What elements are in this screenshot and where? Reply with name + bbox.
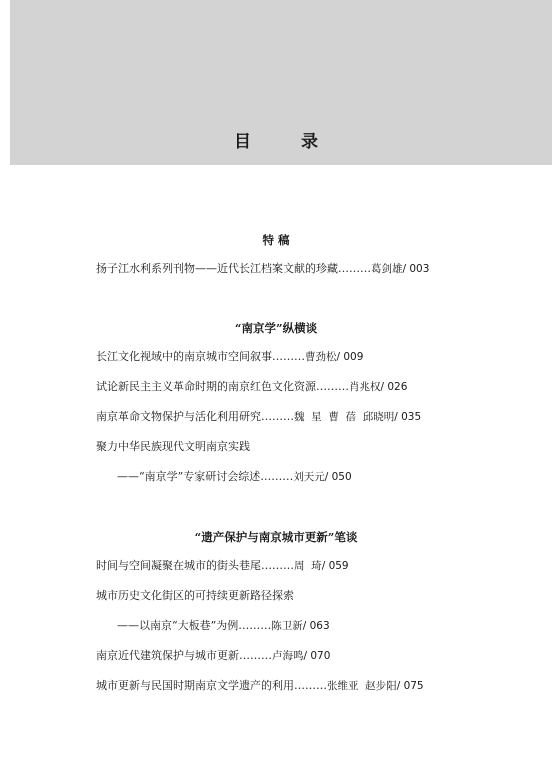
toc-entry[interactable]	[96, 410, 421, 424]
toc-entry[interactable]	[96, 589, 294, 603]
entry-page: / 050	[324, 471, 352, 483]
toc-entry-subtitle[interactable]	[117, 470, 352, 484]
entry-title: 南京近代建筑保护与城市更新	[96, 649, 239, 662]
toc-entry[interactable]	[96, 559, 349, 573]
entry-author: 陈卫新	[271, 620, 303, 632]
entry-author: 葛剑雄	[371, 263, 403, 275]
entry-leader: ………	[338, 262, 371, 275]
entry-page: / 009	[336, 351, 364, 363]
entry-page: / 070	[303, 650, 331, 662]
toc-entry[interactable]	[96, 649, 330, 663]
entry-title: 聚力中华民族现代文明南京实践	[96, 440, 250, 453]
entry-title: ——“南京学”专家研讨会综述	[117, 470, 261, 483]
toc-entry[interactable]	[96, 350, 363, 364]
entry-author: 卢海鸣	[272, 650, 304, 662]
entry-title: ——以南京“大板巷”为例	[117, 619, 239, 632]
entry-title: 长江文化视域中的南京城市空间叙事	[96, 350, 272, 363]
entry-author: 魏 星 曹 蓓 邱晓明	[294, 411, 395, 423]
entry-leader: ………	[261, 559, 294, 572]
entry-title: 南京革命文物保护与活化利用研究	[96, 410, 261, 423]
entry-page: / 075	[396, 680, 424, 692]
entry-leader: ………	[260, 470, 294, 483]
toc-entry[interactable]	[96, 440, 250, 454]
entry-leader: ………	[239, 649, 272, 662]
section-title-nanjing-studies: “南京学”纵横谈	[234, 321, 318, 335]
toc-entry[interactable]	[96, 679, 424, 693]
section-title-special: 特 稿	[262, 233, 290, 247]
entry-author: 周 琦	[294, 560, 322, 572]
toc-entry-subtitle[interactable]	[117, 619, 330, 633]
entry-leader: ………	[261, 410, 294, 423]
entry-title: 城市历史文化街区的可持续更新路径探索	[96, 589, 294, 602]
toc-entry[interactable]	[96, 262, 429, 276]
entry-page: / 003	[402, 263, 430, 275]
entry-page: / 059	[321, 560, 349, 572]
toc-entry[interactable]	[96, 380, 407, 394]
entry-page: / 035	[394, 411, 422, 423]
entry-leader: ………	[294, 679, 327, 692]
entry-page: / 026	[380, 381, 408, 393]
entry-author: 肖兆权	[349, 381, 381, 393]
entry-leader: ………	[238, 619, 272, 632]
entry-author: 曹劲松	[305, 351, 337, 363]
section-title-heritage: “遗产保护与南京城市更新”笔谈	[194, 530, 358, 544]
entry-title: 时间与空间凝聚在城市的街头巷尾	[96, 559, 261, 572]
entry-leader: ………	[316, 380, 349, 393]
page-title: 目 录	[234, 132, 340, 152]
entry-leader: ………	[272, 350, 305, 363]
entry-author: 张维亚 赵步阳	[327, 680, 397, 692]
entry-author: 刘天元	[293, 471, 325, 483]
entry-title: 扬子江水利系列刊物——近代长江档案文献的珍藏	[96, 262, 338, 275]
entry-title: 试论新民主主义革命时期的南京红色文化资源	[96, 380, 316, 393]
entry-title: 城市更新与民国时期南京文学遗产的利用	[96, 679, 294, 692]
entry-page: / 063	[302, 620, 330, 632]
